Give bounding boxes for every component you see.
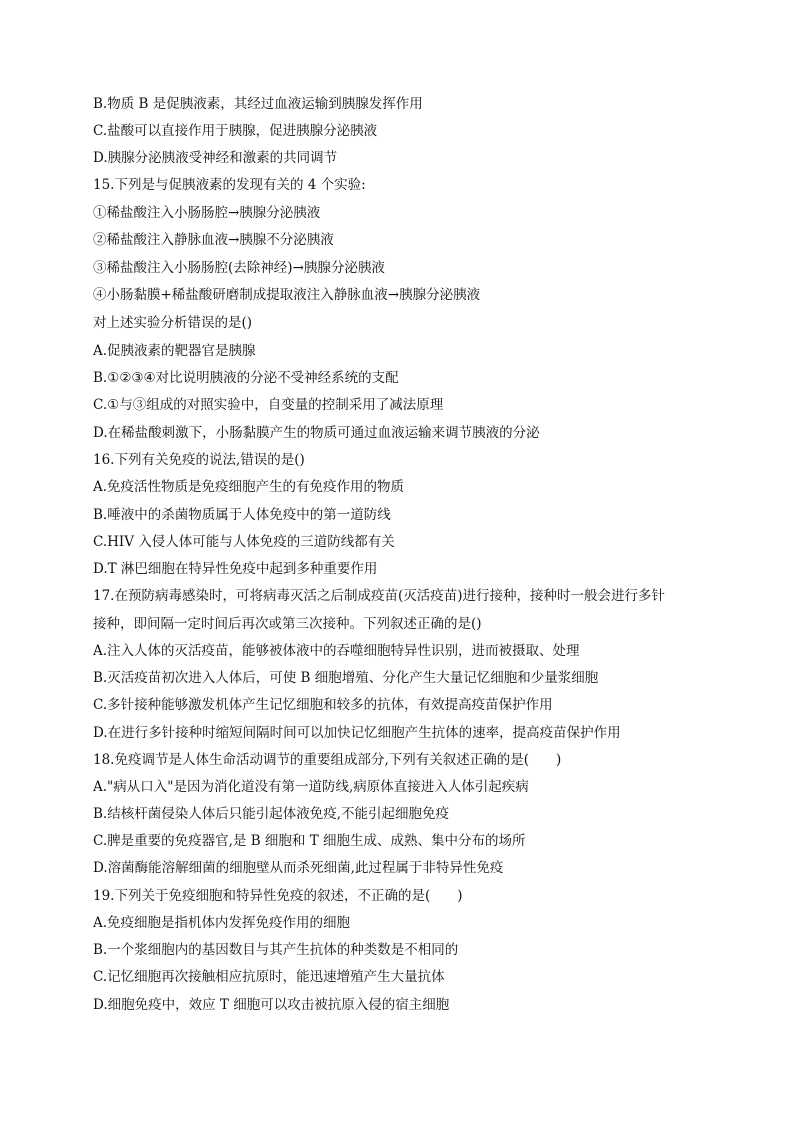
question-15: 15.下列是与促胰液素的发现有关的 4 个实验: — [93, 177, 366, 193]
option-15c: C.①与③组成的对照实验中，自变量的控制采用了减法原理 — [93, 397, 444, 413]
option-19c: C.记忆细胞再次接触相应抗原时，能迅速增殖产生大量抗体 — [93, 969, 445, 985]
option-16a: A.免疫活性物质是免疫细胞产生的有免疫作用的物质 — [93, 479, 405, 495]
option-16d: D.T 淋巴细胞在特异性免疫中起到多种重要作用 — [93, 561, 378, 577]
option-18a: A."病从口入"是因为消化道没有第一道防线,病原体直接进入人体引起疾病 — [93, 779, 529, 795]
option-17d: D.在进行多针接种时缩短间隔时间可以加快记忆细胞产生抗体的速率，提高疫苗保护作用 — [93, 725, 621, 741]
option-14b: B.物质 B 是促胰液素，其经过血液运输到胰腺发挥作用 — [93, 96, 423, 112]
option-19a: A.免疫细胞是指机体内发挥免疫作用的细胞 — [93, 915, 351, 931]
question-18: 18.免疫调节是人体生命活动调节的重要组成部分,下列有关叙述正确的是( ) — [93, 752, 562, 768]
experiment-1: ①稀盐酸注入小肠肠腔→胰腺分泌胰液 — [93, 205, 321, 221]
option-19d: D.细胞免疫中，效应 T 细胞可以攻击被抗原入侵的宿主细胞 — [93, 997, 450, 1013]
option-16c: C.HIV 入侵人体可能与人体免疫的三道防线都有关 — [93, 534, 395, 550]
question-15-stem: 对上述实验分析错误的是() — [93, 315, 253, 331]
option-14c: C.盐酸可以直接作用于胰腺，促进胰腺分泌胰液 — [93, 123, 378, 139]
option-17c: C.多针接种能够激发机体产生记忆细胞和较多的抗体，有效提高疫苗保护作用 — [93, 697, 553, 713]
option-15d: D.在稀盐酸刺激下，小肠黏膜产生的物质可通过血液运输来调节胰液的分泌 — [93, 425, 540, 441]
option-16b: B.唾液中的杀菌物质属于人体免疫中的第一道防线 — [93, 507, 391, 523]
option-15a: A.促胰液素的靶器官是胰腺 — [93, 343, 256, 359]
option-18c: C.脾是重要的免疫器官,是 B 细胞和 T 细胞生成、成熟、集中分布的场所 — [93, 833, 526, 849]
question-17: 17.在预防病毒感染时，可将病毒灭活之后制成疫苗(灭活疫苗)进行接种，接种时一般会进行多针 — [93, 588, 666, 604]
option-18d: D.溶菌酶能溶解细菌的细胞壁从而杀死细菌,此过程属于非特异性免疫 — [93, 860, 504, 876]
option-18b: B.结核杆菌侵染人体后只能引起体液免疫,不能引起细胞免疫 — [93, 806, 450, 822]
option-15b: B.①②③④对比说明胰液的分泌不受神经系统的支配 — [93, 370, 399, 386]
question-16: 16.下列有关免疫的说法,错误的是() — [93, 452, 305, 468]
option-14d: D.胰腺分泌胰液受神经和激素的共同调节 — [93, 150, 338, 166]
experiment-3: ③稀盐酸注入小肠肠腔(去除神经)→胰腺分泌胰液 — [93, 260, 385, 276]
option-17a: A.注入人体的灭活疫苗，能够被体液中的吞噬细胞特异性识别，进而被摄取、处理 — [93, 643, 580, 659]
option-17b: B.灭活疫苗初次进入人体后，可使 B 细胞增殖、分化产生大量记忆细胞和少量浆细胞 — [93, 670, 599, 686]
question-17-cont: 接种，即间隔一定时间后再次或第三次接种。下列叙述正确的是() — [93, 616, 482, 632]
option-19b: B.一个浆细胞内的基因数目与其产生抗体的种类数是不相同的 — [93, 942, 459, 958]
experiment-2: ②稀盐酸注入静脉血液→胰腺不分泌胰液 — [93, 232, 334, 248]
experiment-4: ④小肠黏膜+稀盐酸研磨制成提取液注入静脉血液→胰腺分泌胰液 — [93, 287, 481, 303]
question-19: 19.下列关于免疫细胞和特异性免疫的叙述，不正确的是( ) — [93, 888, 463, 904]
